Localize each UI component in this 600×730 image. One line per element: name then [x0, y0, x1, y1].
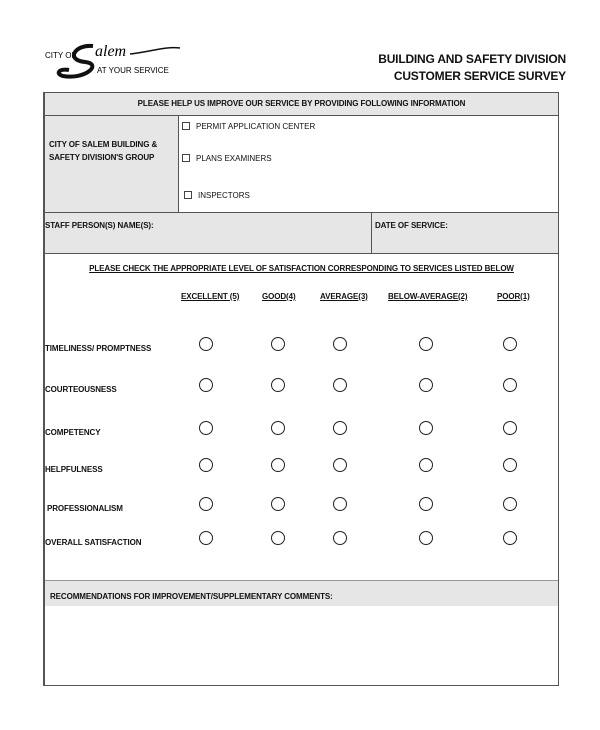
rating-radio[interactable] [271, 497, 285, 511]
column-good: GOOD(4) [262, 292, 296, 301]
rating-radio[interactable] [333, 421, 347, 435]
comments-label: RECOMMENDATIONS FOR IMPROVEMENT/SUPPLEMENTARY COMMENTS: [50, 592, 333, 601]
rating-radio[interactable] [199, 531, 213, 545]
checkbox[interactable] [184, 191, 192, 199]
rating-radio[interactable] [199, 421, 213, 435]
option-label: PERMIT APPLICATION CENTER [196, 122, 316, 131]
staff-name-label[interactable]: STAFF PERSON(S) NAME(S): [45, 221, 154, 230]
rating-radio[interactable] [271, 378, 285, 392]
rating-radio[interactable] [333, 497, 347, 511]
rating-radio[interactable] [419, 337, 433, 351]
rating-radio[interactable] [199, 378, 213, 392]
rating-radio[interactable] [419, 497, 433, 511]
survey-subtitle: CUSTOMER SERVICE SURVEY [393, 69, 566, 83]
survey-title [378, 51, 566, 85]
rating-radio[interactable] [419, 458, 433, 472]
rating-radio[interactable] [199, 337, 213, 351]
criterion-label: COURTEOUSNESS [45, 385, 117, 394]
criterion-label: TIMELINESS/ PROMPTNESS [45, 344, 152, 353]
option-label: PLANS EXAMINERS [196, 154, 272, 163]
checkbox[interactable] [182, 122, 190, 130]
option-permit-application-center[interactable] [182, 122, 315, 131]
group-label: CITY OF SALEM BUILDING & SAFETY DIVISION'S GROUP [49, 140, 158, 162]
rating-radio[interactable] [333, 378, 347, 392]
svg-text:alem: alem [95, 43, 127, 60]
rating-radio[interactable] [333, 458, 347, 472]
checkbox[interactable] [182, 154, 190, 162]
rating-radio[interactable] [503, 378, 517, 392]
criterion-label: COMPETENCY [45, 428, 101, 437]
svg-text:AT YOUR SERVICE: AT YOUR SERVICE [97, 66, 169, 75]
info-banner: PLEASE HELP US IMPROVE OUR SERVICE BY PROVIDING FOLLOWING INFORMATION [45, 93, 558, 116]
rating-radio[interactable] [333, 337, 347, 351]
staff-row [45, 212, 558, 254]
rating-radio[interactable] [419, 421, 433, 435]
column-average: AVERAGE(3) [320, 292, 368, 301]
comments-area[interactable] [45, 606, 558, 685]
city-of-salem-logo [45, 40, 185, 85]
rating-radio[interactable] [271, 421, 285, 435]
rating-radio[interactable] [333, 531, 347, 545]
rating-radio[interactable] [271, 531, 285, 545]
column-poor: POOR(1) [497, 292, 530, 301]
column-excellent: EXCELLENT (5) [181, 292, 240, 301]
svg-text:CITY OF: CITY OF [45, 51, 77, 60]
column-below-average: BELOW-AVERAGE(2) [388, 292, 468, 301]
rating-radio[interactable] [503, 421, 517, 435]
rating-radio[interactable] [271, 337, 285, 351]
rating-radio[interactable] [199, 497, 213, 511]
rating-radio[interactable] [503, 458, 517, 472]
rating-radio[interactable] [503, 531, 517, 545]
option-inspectors[interactable] [184, 191, 250, 200]
division-title: BUILDING AND SAFETY DIVISION [378, 52, 566, 66]
criterion-label: HELPFULNESS [45, 465, 103, 474]
rating-radio[interactable] [419, 378, 433, 392]
rating-radio[interactable] [503, 337, 517, 351]
criterion-label: PROFESSIONALISM [47, 504, 123, 513]
group-label-cell [45, 116, 179, 212]
date-of-service-label[interactable]: DATE OF SERVICE: [375, 221, 448, 230]
rating-radio[interactable] [419, 531, 433, 545]
option-plans-examiners[interactable] [182, 154, 272, 163]
rating-radio[interactable] [271, 458, 285, 472]
option-label: INSPECTORS [198, 191, 250, 200]
rating-instruction: PLEASE CHECK THE APPROPRIATE LEVEL OF SATISFACTION CORRESPONDING TO SERVICES LISTED BELOW [89, 264, 514, 273]
rating-radio[interactable] [199, 458, 213, 472]
rating-radio[interactable] [503, 497, 517, 511]
criterion-label: OVERALL SATISFACTION [45, 538, 142, 547]
divider [371, 212, 372, 253]
